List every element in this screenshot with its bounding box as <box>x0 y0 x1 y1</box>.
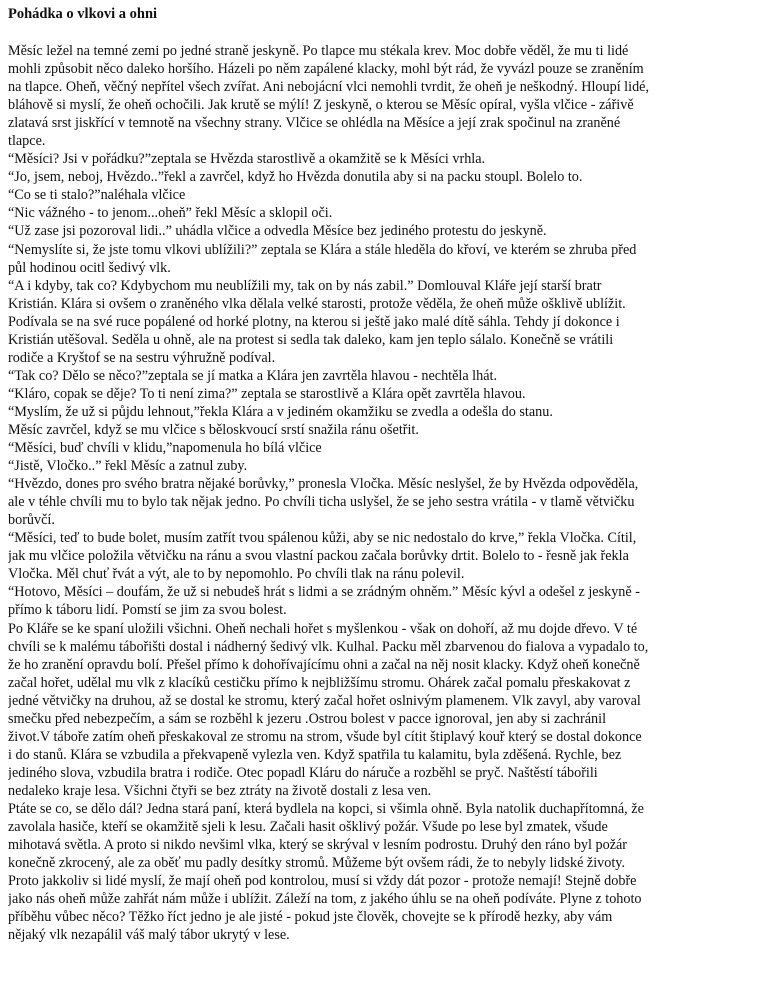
story-body <box>8 42 756 944</box>
text-line: tlapce. <box>8 133 46 150</box>
text-line: bláhově si myslí, že oheň ochočili. Jak krutě se mýlí! Z jeskyně, o kterou se Měsíc opíral, vyšla vlčice - zářivě <box>8 97 634 114</box>
text-line: Kristián. Klára si ovšem o zraněného vlka dělala velké starosti, protože věděla, že oheň může ošklivě ublížit. <box>8 295 626 312</box>
text-line: “Jo, jsem, neboj, Hvězdo..”řekl a zavrčel, když ho Hvězda donutila aby si na packu stoupl. Bolelo to. <box>8 169 583 186</box>
text-line: příběhu vůbec něco? Těžko říct jedno je ale jisté - pokud jste člověk, chovejte se k přírodě hezky, aby vám <box>8 909 613 926</box>
text-line: “Nemyslíte si, že jste tomu vlkovi ublížili?” zeptala se Klára a stále hleděla do křoví, ve kterém se zhruba před <box>8 241 637 258</box>
text-line: Ptáte se co, se dělo dál? Jedna stará paní, která bydlela na kopci, si všimla ohně. Byla natolik duchapřítomná, že <box>8 800 644 817</box>
text-line: i do stanů. Klára se vzbudila a překvapeně vylezla ven. Když spatřila tu kalamitu, byla zděšená. Rychle, bez <box>8 746 622 763</box>
text-line: nějaký vlk nezapálil váš malý tábor ukrytý v lese. <box>8 927 290 944</box>
text-line: Podívala se na své ruce popálené od horké plotny, na kterou si ještě jako malé dítě sáhla. Tehdy jí dokonce i <box>8 313 620 330</box>
text-line: jedné větvičky na druhou, až se dostal ke stromu, který začal hořet oslnivým plamenem. Vlk zavyl, aby varoval <box>8 692 641 709</box>
text-line: “Měsíci, buď chvíli v klidu,”napomenula ho bílá vlčice <box>8 440 322 457</box>
text-line: rodiče a Kryštof se na sestru výhružně podíval. <box>8 349 276 366</box>
text-line: “Měsíci, teď to bude bolet, musím zatřít tvou spálenou kůži, aby se nic nedostalo do krve,” řekla Vločka. Cítil, <box>8 530 637 547</box>
text-line: “A i kdyby, tak co? Kdybychom mu neublížili my, tak on by nás zabil.” Domlouval Kláře její starší bratr <box>8 277 602 294</box>
text-line: život.V táboře zatím oheň přeskakoval ze stromu na strom, všude byl cítit štiplavý kouř který se dostal dokonce <box>8 728 642 745</box>
text-line: zavolala hasiče, kteří se okamžitě sjeli k lesu. Začali hasit ošklivý požár. Všude po lese byl zmatek, všude <box>8 819 608 836</box>
text-line: “Už zase jsi pozoroval lidi..” uhádla vlčice a odvedla Měsíce bez jediného protestu do jeskyně. <box>8 223 547 240</box>
text-line: “Měsíci? Jsi v pořádku?”zeptala se Hvězda starostlivě a okamžitě se k Měsíci vrhla. <box>8 151 486 168</box>
text-line: chvíli se k malému tábořišti dostal i nádherný šedivý vlk. Kulhal. Packu měl zbarvenou do fialova a vypadalo to, <box>8 638 649 655</box>
text-line: ale v téhle chvíli mu to bylo tak nějak jedno. Po chvíli ticha uslyšel, že se jeho sestra vrátila - v tlamě větvičku <box>8 494 635 511</box>
text-line: přímo k táboru lidí. Pomstí se jim za svou bolest. <box>8 602 287 619</box>
text-line: Kristián utěšoval. Seděla u ohně, ale na protest si sedla tak daleko, kam jen teplo sálalo. Konečně se vrátili <box>8 331 614 348</box>
text-line: mihotavá světla. A proto si nikdo nevšiml vlka, který se skrýval v lesním podrostu. Druhý den ráno byl požár <box>8 837 628 854</box>
text-line: zlatavá srst jiskřící v temnotě na všechny strany. Vlčice se ohlédla na Měsíce a její zrak spočinul na zraněné <box>8 115 621 132</box>
text-line: půl hodinou ocitl šedivý vlk. <box>8 259 171 276</box>
text-line: smečku před nebezpečím, a sám se rozběhl k jezeru .Ostrou bolest v pacce ignoroval, jen aby si zachránil <box>8 710 607 727</box>
text-line: jak mu vlčice položila větvičku na ránu a svou vlastní packou začala borůvky drtit. Bolelo to - řesně jak řekla <box>8 548 629 565</box>
text-line: Vločka. Měl chuť řvát a výt, ale to by nepomohlo. Po chvíli tlak na ránu polevil. <box>8 566 465 583</box>
text-line: konečně zkrocený, ale za oběť mu padly desítky stromů. Můžeme být ovšem rádi, že to nebyly lidské životy. <box>8 855 625 872</box>
text-line: začal hořet, udělal mu vlk z klacíků cestičku přímo k nejbližšímu stromu. Ohárek začal pomalu přeskakovat z <box>8 674 631 691</box>
text-line: “Myslím, že už si půjdu lehnout,”řekla Klára a v jediném okamžiku se zvedla a odešla do stanu. <box>8 403 553 420</box>
text-line: nedaleko kraje lesa. Všichni čtyři se bez ztráty na životě dostali z lesa ven. <box>8 782 432 799</box>
text-line: “Hotovo, Měsíci – doufám, že už si nebudeš hrát s lidmi a se zrádným ohněm.” Měsíc kývl a odešel z jeskyně - <box>8 584 640 601</box>
text-line: Po Kláře se ke spaní uložili všichni. Oheň nechali hořet s myšlenkou - však on dohoří, až mu dojde dřevo. V té <box>8 620 638 637</box>
text-line: “Jistě, Vločko..” řekl Měsíc a zatnul zuby. <box>8 458 248 475</box>
text-line: “Hvězdo, dones pro svého bratra nějaké borůvky,” pronesla Vločka. Měsíc neslyšel, že by Hvězda odpověděla, <box>8 476 639 493</box>
text-line: Měsíc zavrčel, když se mu vlčice s běloskvoucí srstí snažila ránu ošetřit. <box>8 421 419 438</box>
text-line: “Kláro, copak se děje? To ti není zima?” zeptala se starostlivě a Klára opět zavrtěla hlavou. <box>8 385 526 402</box>
text-line: mohli způsobit něco daleko horšího. Házeli po něm zapálené klacky, mohl být rád, že vyvázl pouze se zraněním <box>8 61 644 78</box>
text-line: “Tak co? Dělo se něco?”zeptala se jí matka a Klára jen zavrtěla hlavou - nechtěla lhát. <box>8 367 498 384</box>
text-line: jako nás oheň může zahřát nám může i ublížit. Záleží na tom, z jakého úhlu se na oheň podíváte. Plyne z tohoto <box>8 891 642 908</box>
text-line: “Nic vážného - to jenom...oheň” řekl Měsíc a sklopil oči. <box>8 205 333 222</box>
text-line: na tlapce. Oheň, věčný nepřítel všech zvířat. Ani nebojácní vlci nemohli tvrdit, že oheň je neškodný. Hloupí lidé, <box>8 79 650 96</box>
text-line: borůvčí. <box>8 512 55 529</box>
text-line: Proto jakkoliv si lidé myslí, že mají oheň pod kontrolou, musí si vždy dát pozor - protože nemají! Stejně dobře <box>8 873 637 890</box>
text-line: jediného slova, vzbudila bratra i rodiče. Otec popadl Kláru do náruče a rozběhl se pryč. Naštěstí tábořili <box>8 764 598 781</box>
text-line: že ho zranění opravdu bolí. Přešel přímo k dohořívajícímu ohni a začal na něj nosit klacky. Když oheň konečně <box>8 656 640 673</box>
text-line: “Co se ti stalo?”naléhala vlčice <box>8 187 186 204</box>
text-line: Měsíc ležel na temné zemi po jedné straně jeskyně. Po tlapce mu stékala krev. Moc dobře věděl, že mu ti lidé <box>8 43 629 59</box>
story-title: Pohádka o vlkovi a ohni <box>8 6 158 22</box>
